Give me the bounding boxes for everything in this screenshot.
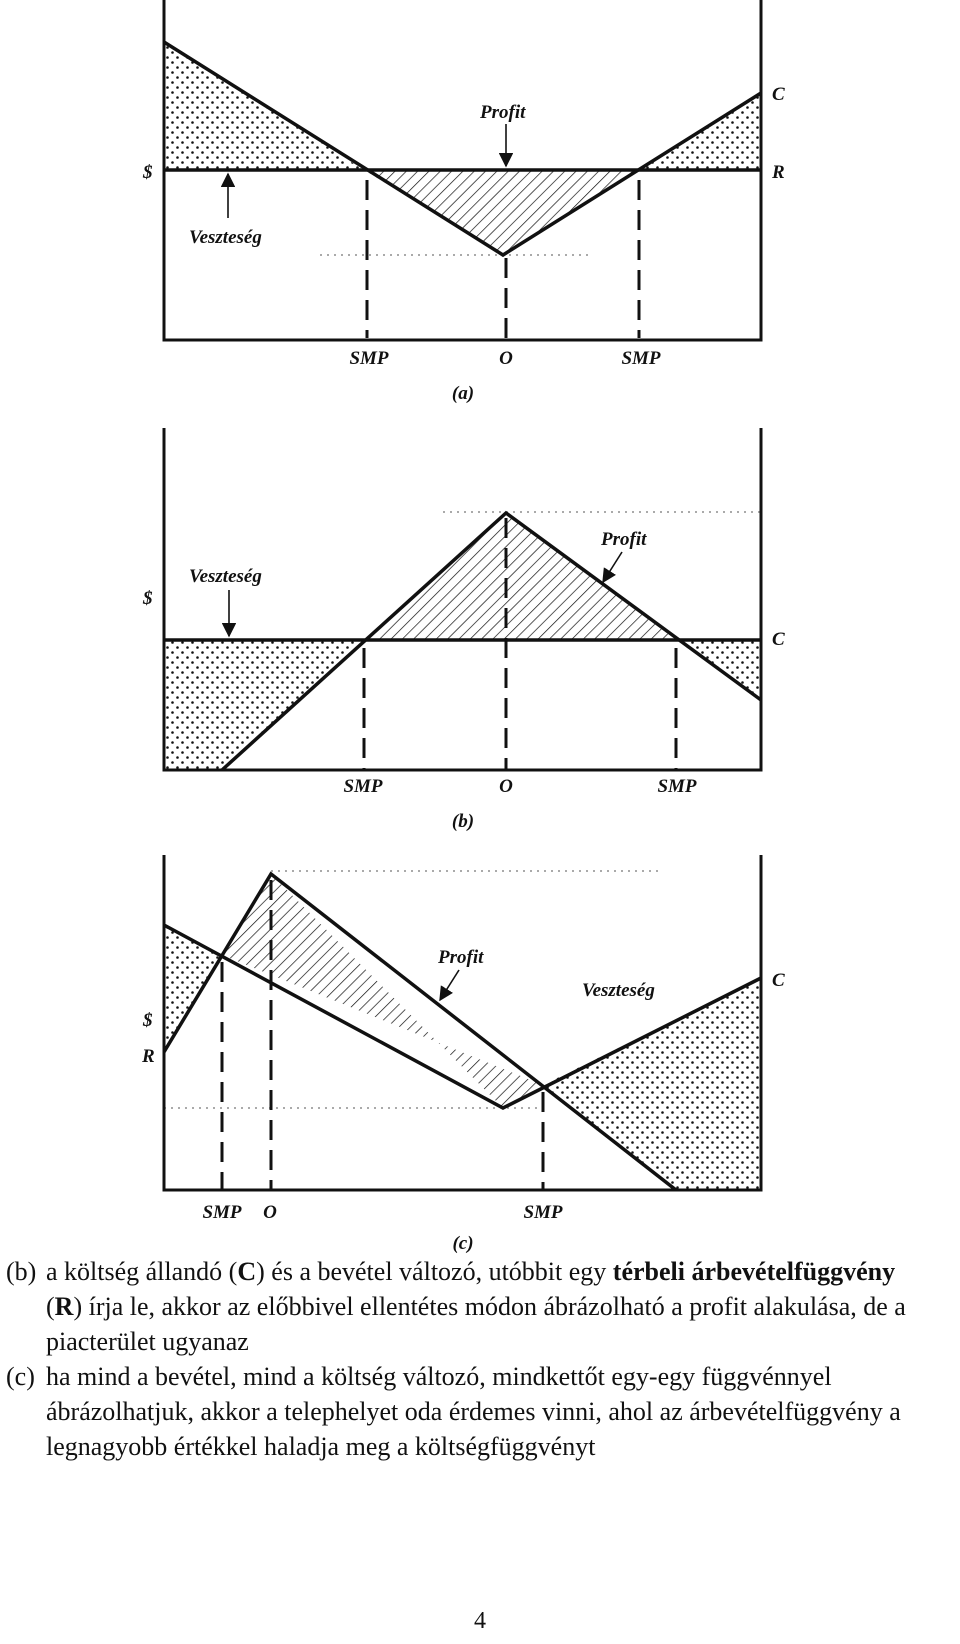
panel-c	[141, 855, 785, 1254]
caption-b-part3: ) és a bevétel változó, utóbbit egy	[256, 1257, 613, 1286]
panel-caption: (b)	[451, 811, 475, 832]
cost-line-label: C	[772, 629, 785, 650]
loss-label: Veszteség	[582, 980, 655, 1001]
loss-area-left	[164, 640, 364, 770]
cost-curve-label: C	[772, 970, 785, 991]
dollar-axis-label: $	[143, 588, 153, 609]
profit-label: Profit	[480, 102, 526, 123]
dollar-axis-label: $	[143, 162, 153, 183]
page-number: 4	[474, 1608, 486, 1634]
profit-label: Profit	[601, 529, 647, 550]
loss-area-left	[164, 925, 222, 1052]
dollar-axis-label: $	[143, 1010, 153, 1031]
caption-item-c	[6, 1359, 936, 1464]
figure-caption	[6, 1254, 936, 1464]
caption-b-cost-symbol: C	[237, 1257, 257, 1286]
x-label-smp-right: SMP	[621, 348, 661, 369]
cost-curve-label: C	[772, 84, 785, 105]
loss-area-right	[543, 978, 761, 1190]
caption-b-revenue-symbol: R	[54, 1292, 74, 1321]
caption-b-part1: a költség állandó (	[46, 1257, 238, 1286]
panel-caption: (a)	[451, 383, 475, 404]
caption-text-c: ha mind a bevétel, mind a költség változó, mindkettőt egy-egy függvénnyel ábrázolhatjuk, akkor a telephelyet oda érdemes vinni, ahol az árbevételfüggvény a legnagyobb értékkel haladja meg a költségfüggvényt	[46, 1362, 901, 1461]
caption-b-term: térbeli árbevételfüggvény	[612, 1257, 896, 1286]
x-label-smp-left: SMP	[202, 1202, 242, 1223]
x-label-smp-left: SMP	[343, 776, 383, 797]
panel-a	[142, 0, 785, 404]
loss-label: Veszteség	[189, 566, 262, 587]
panel-caption: (c)	[452, 1233, 474, 1254]
caption-key-c: (c)	[6, 1362, 35, 1391]
x-label-smp-right: SMP	[523, 1202, 563, 1223]
panel-b	[142, 428, 785, 832]
revenue-line-label: R	[772, 162, 785, 183]
x-label-origin: O	[499, 348, 513, 369]
loss-label: Veszteség	[189, 227, 262, 248]
x-label-smp-left: SMP	[349, 348, 389, 369]
caption-key-b: (b)	[6, 1257, 37, 1286]
caption-b-part7: ) írja le, akkor az előbbivel ellentétes módon ábrázolható a profit alakulása, de a piacterület ugyanaz	[46, 1292, 906, 1356]
caption-text-b	[46, 1254, 936, 1359]
x-label-origin: O	[263, 1202, 277, 1223]
profit-label: Profit	[438, 947, 484, 968]
caption-b-part5: (	[46, 1292, 55, 1321]
profit-arrow	[440, 970, 459, 1000]
profit-area	[364, 170, 639, 255]
profit-arrow	[603, 552, 622, 582]
x-label-smp-right: SMP	[657, 776, 697, 797]
x-label-origin: O	[499, 776, 513, 797]
revenue-curve-label: R	[142, 1046, 155, 1067]
caption-item-b	[6, 1254, 936, 1359]
